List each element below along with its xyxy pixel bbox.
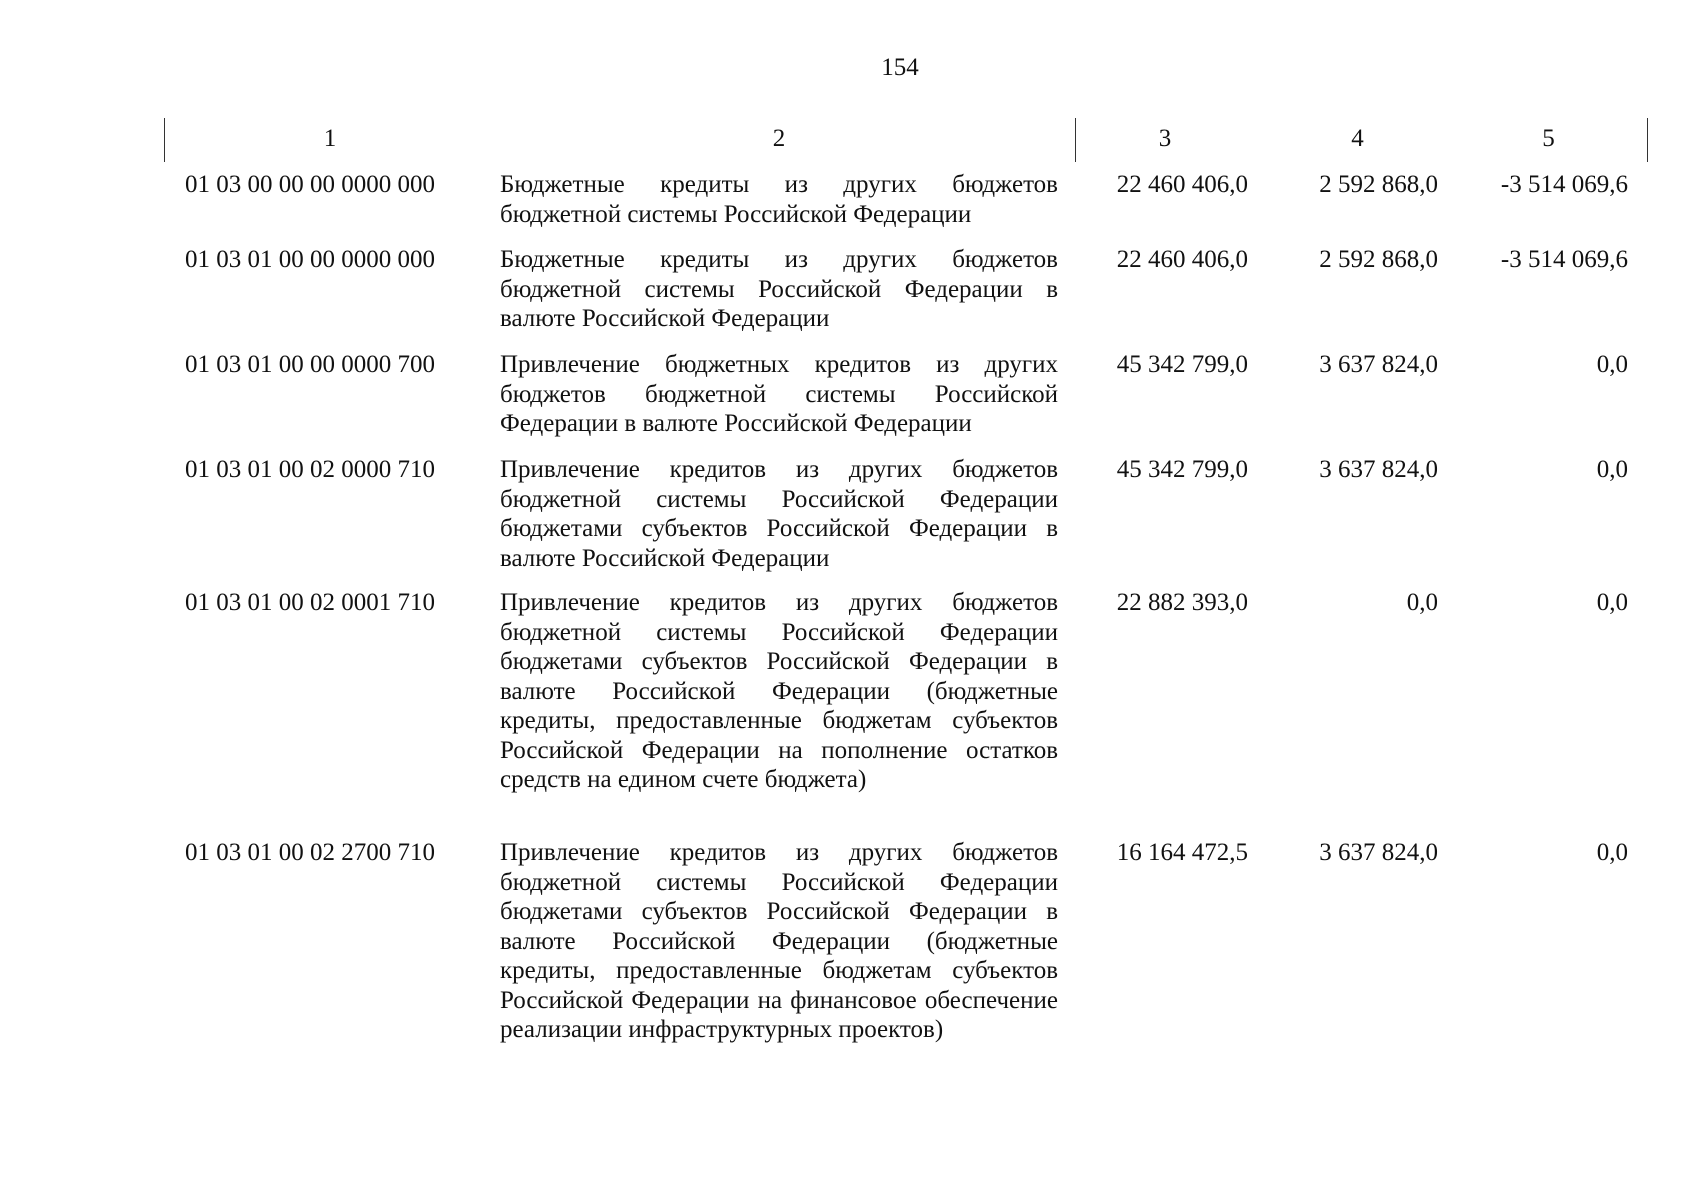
value-column-4: 2 592 868,0 <box>1319 246 1438 273</box>
budget-code: 01 03 01 00 00 0000 000 <box>185 246 435 273</box>
column-header-2: 2 <box>772 125 786 152</box>
budget-code: 01 03 01 00 02 0000 710 <box>185 456 435 483</box>
row-description: Привлечение кредитов из других бюджетов бюджетной системы Российской Федерации бюджетами субъектов Российской Федерации в валюте Российской Федерации (бюджетные кредиты, предоставленные бюджетам субъектов Российской Федерации на финансовое обеспечение реализации инфраструктурных проектов) <box>500 839 1058 1043</box>
value-column-5: -3 514 069,6 <box>1500 171 1628 198</box>
value-column-4: 2 592 868,0 <box>1319 171 1438 198</box>
budget-code: 01 03 01 00 02 2700 710 <box>185 839 435 866</box>
row-description: Привлечение кредитов из других бюджетов бюджетной системы Российской Федерации бюджетами субъектов Российской Федерации в валюте Российской Федерации (бюджетные кредиты, предоставленные бюджетам субъектов Российской Федерации на пополнение остатков средств на едином счете бюджета) <box>500 589 1058 793</box>
value-column-4: 3 637 824,0 <box>1319 351 1438 378</box>
table-left-border <box>164 118 165 162</box>
value-column-5: 0,0 <box>1596 589 1628 616</box>
row-description: Привлечение бюджетных кредитов из других бюджетов бюджетной системы Российской Федерации в валюте Российской Федерации <box>500 351 1058 437</box>
column-header-3: 3 <box>1158 125 1172 152</box>
column-divider <box>1075 118 1076 162</box>
value-column-3: 22 460 406,0 <box>1116 171 1248 198</box>
row-description: Бюджетные кредиты из других бюджетов бюджетной системы Российской Федерации в валюте Российской Федерации <box>500 246 1058 332</box>
value-column-4: 0,0 <box>1406 589 1438 616</box>
row-description: Бюджетные кредиты из других бюджетов бюджетной системы Российской Федерации <box>500 171 1058 228</box>
page-number: 154 <box>881 54 919 81</box>
column-header-5: 5 <box>1542 125 1555 152</box>
value-column-3: 16 164 472,5 <box>1116 839 1248 866</box>
table-right-border <box>1647 118 1648 162</box>
value-column-3: 45 342 799,0 <box>1116 456 1248 483</box>
value-column-5: 0,0 <box>1596 839 1628 866</box>
budget-code: 01 03 00 00 00 0000 000 <box>185 171 435 198</box>
column-header-1: 1 <box>323 125 337 152</box>
value-column-4: 3 637 824,0 <box>1319 456 1438 483</box>
value-column-5: -3 514 069,6 <box>1500 246 1628 273</box>
column-header-4: 4 <box>1351 125 1364 152</box>
value-column-3: 22 460 406,0 <box>1116 246 1248 273</box>
value-column-3: 45 342 799,0 <box>1116 351 1248 378</box>
budget-code: 01 03 01 00 02 0001 710 <box>185 589 435 616</box>
value-column-5: 0,0 <box>1596 456 1628 483</box>
value-column-4: 3 637 824,0 <box>1319 839 1438 866</box>
value-column-5: 0,0 <box>1596 351 1628 378</box>
row-description: Привлечение кредитов из других бюджетов бюджетной системы Российской Федерации бюджетами субъектов Российской Федерации в валюте Российской Федерации <box>500 456 1058 572</box>
budget-code: 01 03 01 00 00 0000 700 <box>185 351 435 378</box>
value-column-3: 22 882 393,0 <box>1116 589 1248 616</box>
